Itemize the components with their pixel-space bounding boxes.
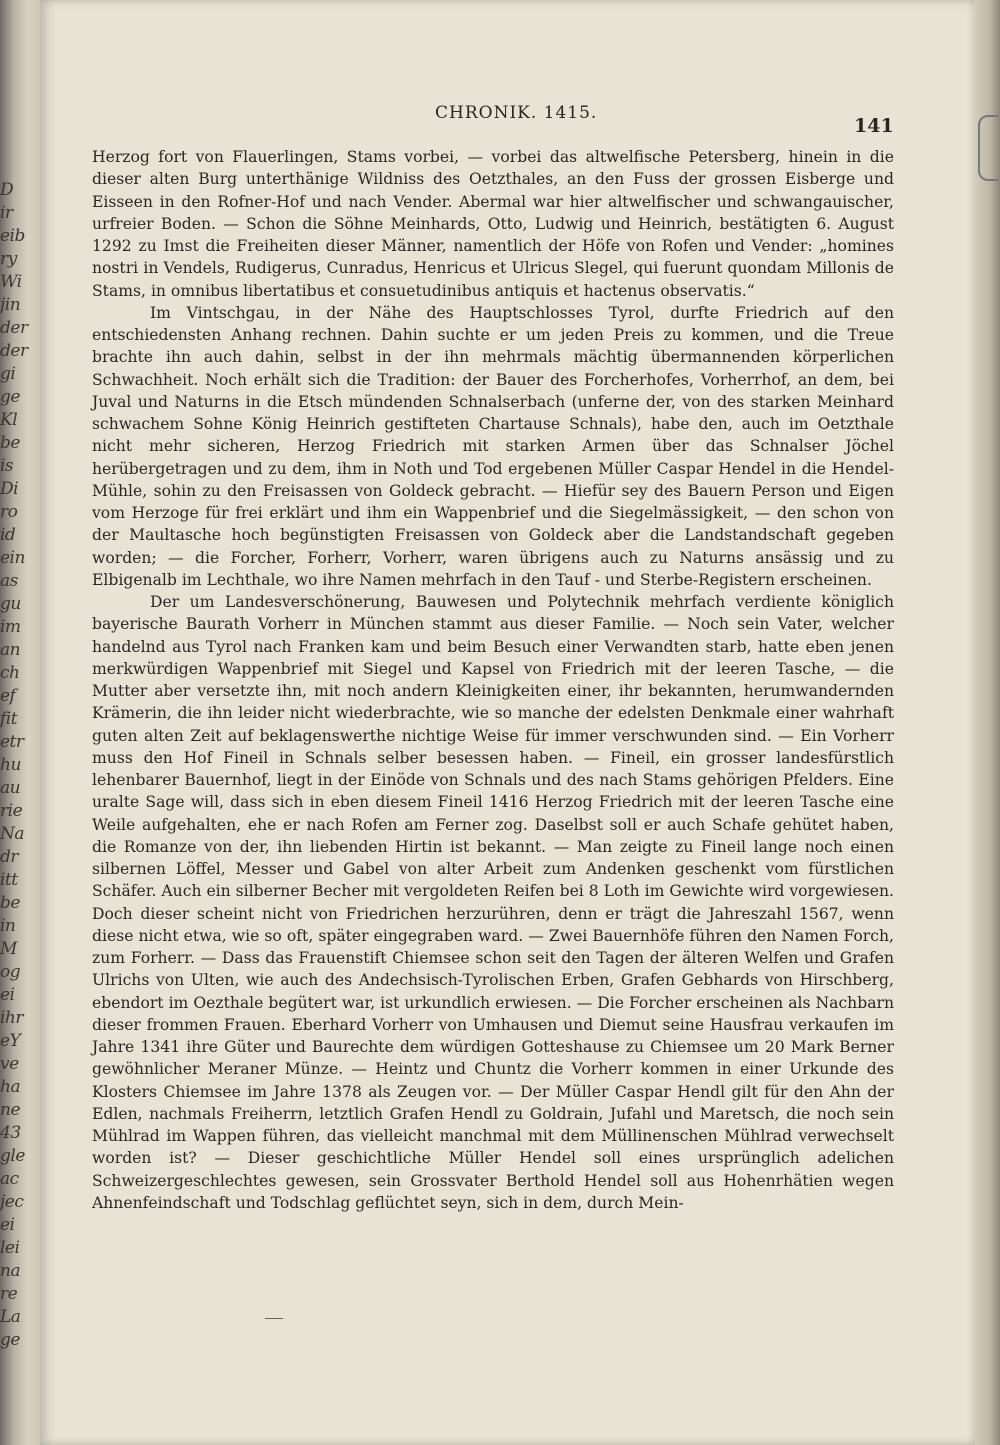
facing-page-fragment: ein <box>0 548 25 568</box>
facing-page-fragment: be <box>0 433 20 453</box>
facing-page-fragment: be <box>0 893 20 913</box>
facing-page-fragment: is <box>0 456 14 476</box>
paragraph-2: Im Vintschgau, in der Nähe des Hauptschlosses Tyrol, durfte Friedrich auf den entschiedensten Anhang rechnen. Dahin suchte er um jeden Preis zu kommen, und die Treue brachte ihn auch dahin, selbst in der ihn mehrmals mächtig übermannenden körperlichen Schwachheit. Noch erhält sich die Tradition: der Bauer des Forcherhofes, Vorherrhof, an dem, bei Juval und Naturns in die Etsch mündenden Schnalserbach (unferne der, von des starken Meinhard schwachem Sohne König Heinrich gestifteten Chartause Schnals), habe den, auch im Oetzthale nicht mehr sicheren, Herzog Friedrich mit starken Armen über das Schnalser Jöchel herübergetragen und zu dem, ihm in Noth und Tod ergebenen Müller Caspar Hendel in die Hendel-Mühle, sohin zu den Freisassen von Goldeck gebracht. — Hiefür sey des Bauern Person und Eigen vom Herzoge für frei erklärt und ihm ein Wappenbrief und die Siegelmässigkeit, — den schon von der Maultasche hoch begünstigten Freisassen von Goldeck aber die Landstandschaft gegeben worden; — die Forcher, Forherr, Vorherr, waren übrigens auch zu Naturns ansässig und zu Elbigenalb im Lechthale, wo ihre Namen mehrfach in den Tauf - und Sterbe-Registern erscheinen. <box>92 303 894 589</box>
running-head: CHRONIK. 1415. <box>435 103 598 123</box>
facing-page-fragment: og <box>0 962 21 982</box>
facing-page-fragment: gi <box>0 364 16 384</box>
facing-page-fragment: dr <box>0 847 19 867</box>
facing-page-fragment: D <box>0 180 14 200</box>
facing-page-fragment: as <box>0 571 18 591</box>
facing-page-edge <box>0 0 40 1445</box>
facing-page-fragment: ge <box>0 1330 20 1350</box>
page-clip-mark <box>978 115 998 181</box>
facing-page-fragment: na <box>0 1261 21 1281</box>
book-page <box>40 0 975 1445</box>
facing-page-fragment: ei <box>0 1215 15 1235</box>
facing-page-fragment: ac <box>0 1169 19 1189</box>
facing-page-fragment: an <box>0 640 21 660</box>
facing-page-fragment: ro <box>0 502 18 522</box>
facing-page-fragment: Wi <box>0 272 22 292</box>
facing-page-fragment: au <box>0 778 21 798</box>
facing-page-fragment: ihr <box>0 1008 24 1028</box>
paragraph-1: Herzog fort von Flauerlingen, Stams vorbei, — vorbei das altwelfische Petersberg, hinein in die dieser alten Burg unterthänige Wildniss des Oetzthales, an den Fuss der grossen Eisberge und Eisseen in den Rofner-Hof und nach Vender. Abermal war hier altwelfischer und schwangauischer, urfreier Boden. — Schon die Söhne Meinhards, Otto, Ludwig und Heinrich, bestätigten 6. August 1292 zu Imst die Freiheiten dieser Männer, namentlich der Höfe von Rofen und Vender: „homines nostri in Vendels, Rudigerus, Cunradus, Henricus et Ulricus Slegel, qui fuerunt quondam Millonis de Stams, in omnibus libertatibus et consuetudinibus antiquis et hactenus observatis.“ <box>92 148 894 300</box>
page-edge-right <box>975 0 1000 1445</box>
facing-page-fragment: fit <box>0 709 18 729</box>
facing-page-fragment: jec <box>0 1192 24 1212</box>
facing-page-fragment: re <box>0 1284 18 1304</box>
facing-page-fragment: ry <box>0 249 17 269</box>
facing-page-fragment: eY <box>0 1031 21 1051</box>
page-number: 141 <box>854 115 894 137</box>
facing-page-fragment: ne <box>0 1100 21 1120</box>
facing-page-fragment: 43 <box>0 1123 21 1143</box>
facing-page-fragment: itt <box>0 870 18 890</box>
facing-page-fragment: Na <box>0 824 25 844</box>
facing-page-fragment: ge <box>0 387 20 407</box>
facing-page-fragment: eib <box>0 226 25 246</box>
facing-page-fragment: gle <box>0 1146 25 1166</box>
facing-page-fragment: rie <box>0 801 23 821</box>
facing-page-fragment: id <box>0 525 16 545</box>
facing-page-fragment: im <box>0 617 21 637</box>
facing-page-fragment: lei <box>0 1238 20 1258</box>
facing-page-fragment: ir <box>0 203 13 223</box>
facing-page-fragment: der <box>0 318 28 338</box>
paragraph-3: Der um Landesverschönerung, Bauwesen und Polytechnik mehrfach verdiente königlich bayerische Baurath Vorherr in München stammt aus dieser Familie. — Noch sein Vater, welcher handelnd aus Tyrol nach Franken kam und beim Besuch einer Verwandten starb, hatte eben jenen merkwürdigen Wappenbrief mit Siegel und Kapsel von Friedrich mit der leeren Tasche, — die Mutter aber versetzte ihn, mit noch andern Kleinigkeiten einer, ihr bekannten, herumwandernden Krämerin, die ihn leider nicht wiederbrachte, wie so manche der edelsten Denkmale einer wahrhaft guten alten Zeit auf beklagenswerthe nichtige Weise für immer verschwunden sind. — Ein Vorherr muss den Hof Fineil in Schnals selber besessen haben. — Fineil, ein grosser landesfürstlich lehenbarer Bauernhof, liegt in der Einöde von Schnals und des nach Stams gehörigen Pfelders. Eine uralte Sage will, dass sich in eben diesem Fineil 1416 Herzog Friedrich mit der leeren Tasche eine Weile aufgehalten, ehe er nach Rofen am Ferner zog. Daselbst soll er auch Schafe gehütet haben, die Romanze von der, ihn liebenden Hirtin ist bekannt. — Man zeigte zu Fineil lange noch einen silbernen Löffel, Messer und Gabel von alter Arbeit zum Andenken geschenkt vom fürstlichen Schäfer. Auch ein silberner Becher mit vergoldeten Reifen bei 8 Loth im Gewichte wird vorgewiesen. Doch dieser scheint nicht von Friedrichen herzurühren, denn er trägt die Jahreszahl 1567, wenn diese nicht etwa, wie so oft, später eingegraben ward. — Zwei Bauernhöfe führen den Namen Forch, zum Forherr. — Dass das Frauenstift Chiemsee schon seit den Tagen der älteren Welfen und Grafen Ulrichs von Ulten, wie auch des Andechsisch-Tyrolischen Erben, Grafen Gebhards von Hirschberg, ebendort im Oezthale begütert war, ist urkundlich erwiesen. — Die Forcher erscheinen als Nachbarn dieser frommen Frauen. Eberhard Vorherr von Umhausen und Diemut seine Hausfrau verkaufen im Jahre 1341 ihre Güter und Baurechte dem würdigen Gotteshause zu Chiemsee um 20 Mark Berner gewöhnlicher Meraner Münze. — Heintz und Chuntz die Vorherr kommen in einer Urkunde des Klosters Chiemsee im Jahre 1378 als Zeugen vor. — Der Müller Caspar Hendl gilt für den Ahn der Edlen, nachmals Freiherrn, letztlich Grafen Hendl zu Goldrain, Jufahl und Maretsch, die noch sein Mühlrad im Wappen führen, das vielleicht manchmal mit dem Müllinenschen Mühlrad verwechselt worden ist? — Dieser geschichtliche Müller Hendel soll eines ursprünglich adelichen Schweizergeschlechtes gewesen, sein Grossvater Berthold Hendel soll aus Hohenrhätien wegen Ahnenfeindschaft und Todschlag geflüchtet seyn, sich in dem, durch Mein- <box>92 593 895 1212</box>
facing-page-fragment: ve <box>0 1054 19 1074</box>
facing-page-fragment: ef <box>0 686 16 706</box>
facing-page-fragment: ei <box>0 985 15 1005</box>
footer-dash <box>265 1318 283 1319</box>
facing-page-fragment: hu <box>0 755 21 775</box>
facing-page-fragment: der <box>0 341 28 361</box>
facing-page-fragment: gu <box>0 594 21 614</box>
facing-page-fragment: ch <box>0 663 20 683</box>
facing-page-fragment: La <box>0 1307 21 1327</box>
facing-page-fragment: etr <box>0 732 24 752</box>
facing-page-fragment: jin <box>0 295 21 315</box>
facing-page-fragment: in <box>0 916 16 936</box>
facing-page-fragment: Kl <box>0 410 18 430</box>
body-text <box>92 146 894 1214</box>
facing-page-fragment: ha <box>0 1077 21 1097</box>
facing-page-fragment: Di <box>0 479 19 499</box>
facing-page-fragment: M <box>0 939 17 959</box>
